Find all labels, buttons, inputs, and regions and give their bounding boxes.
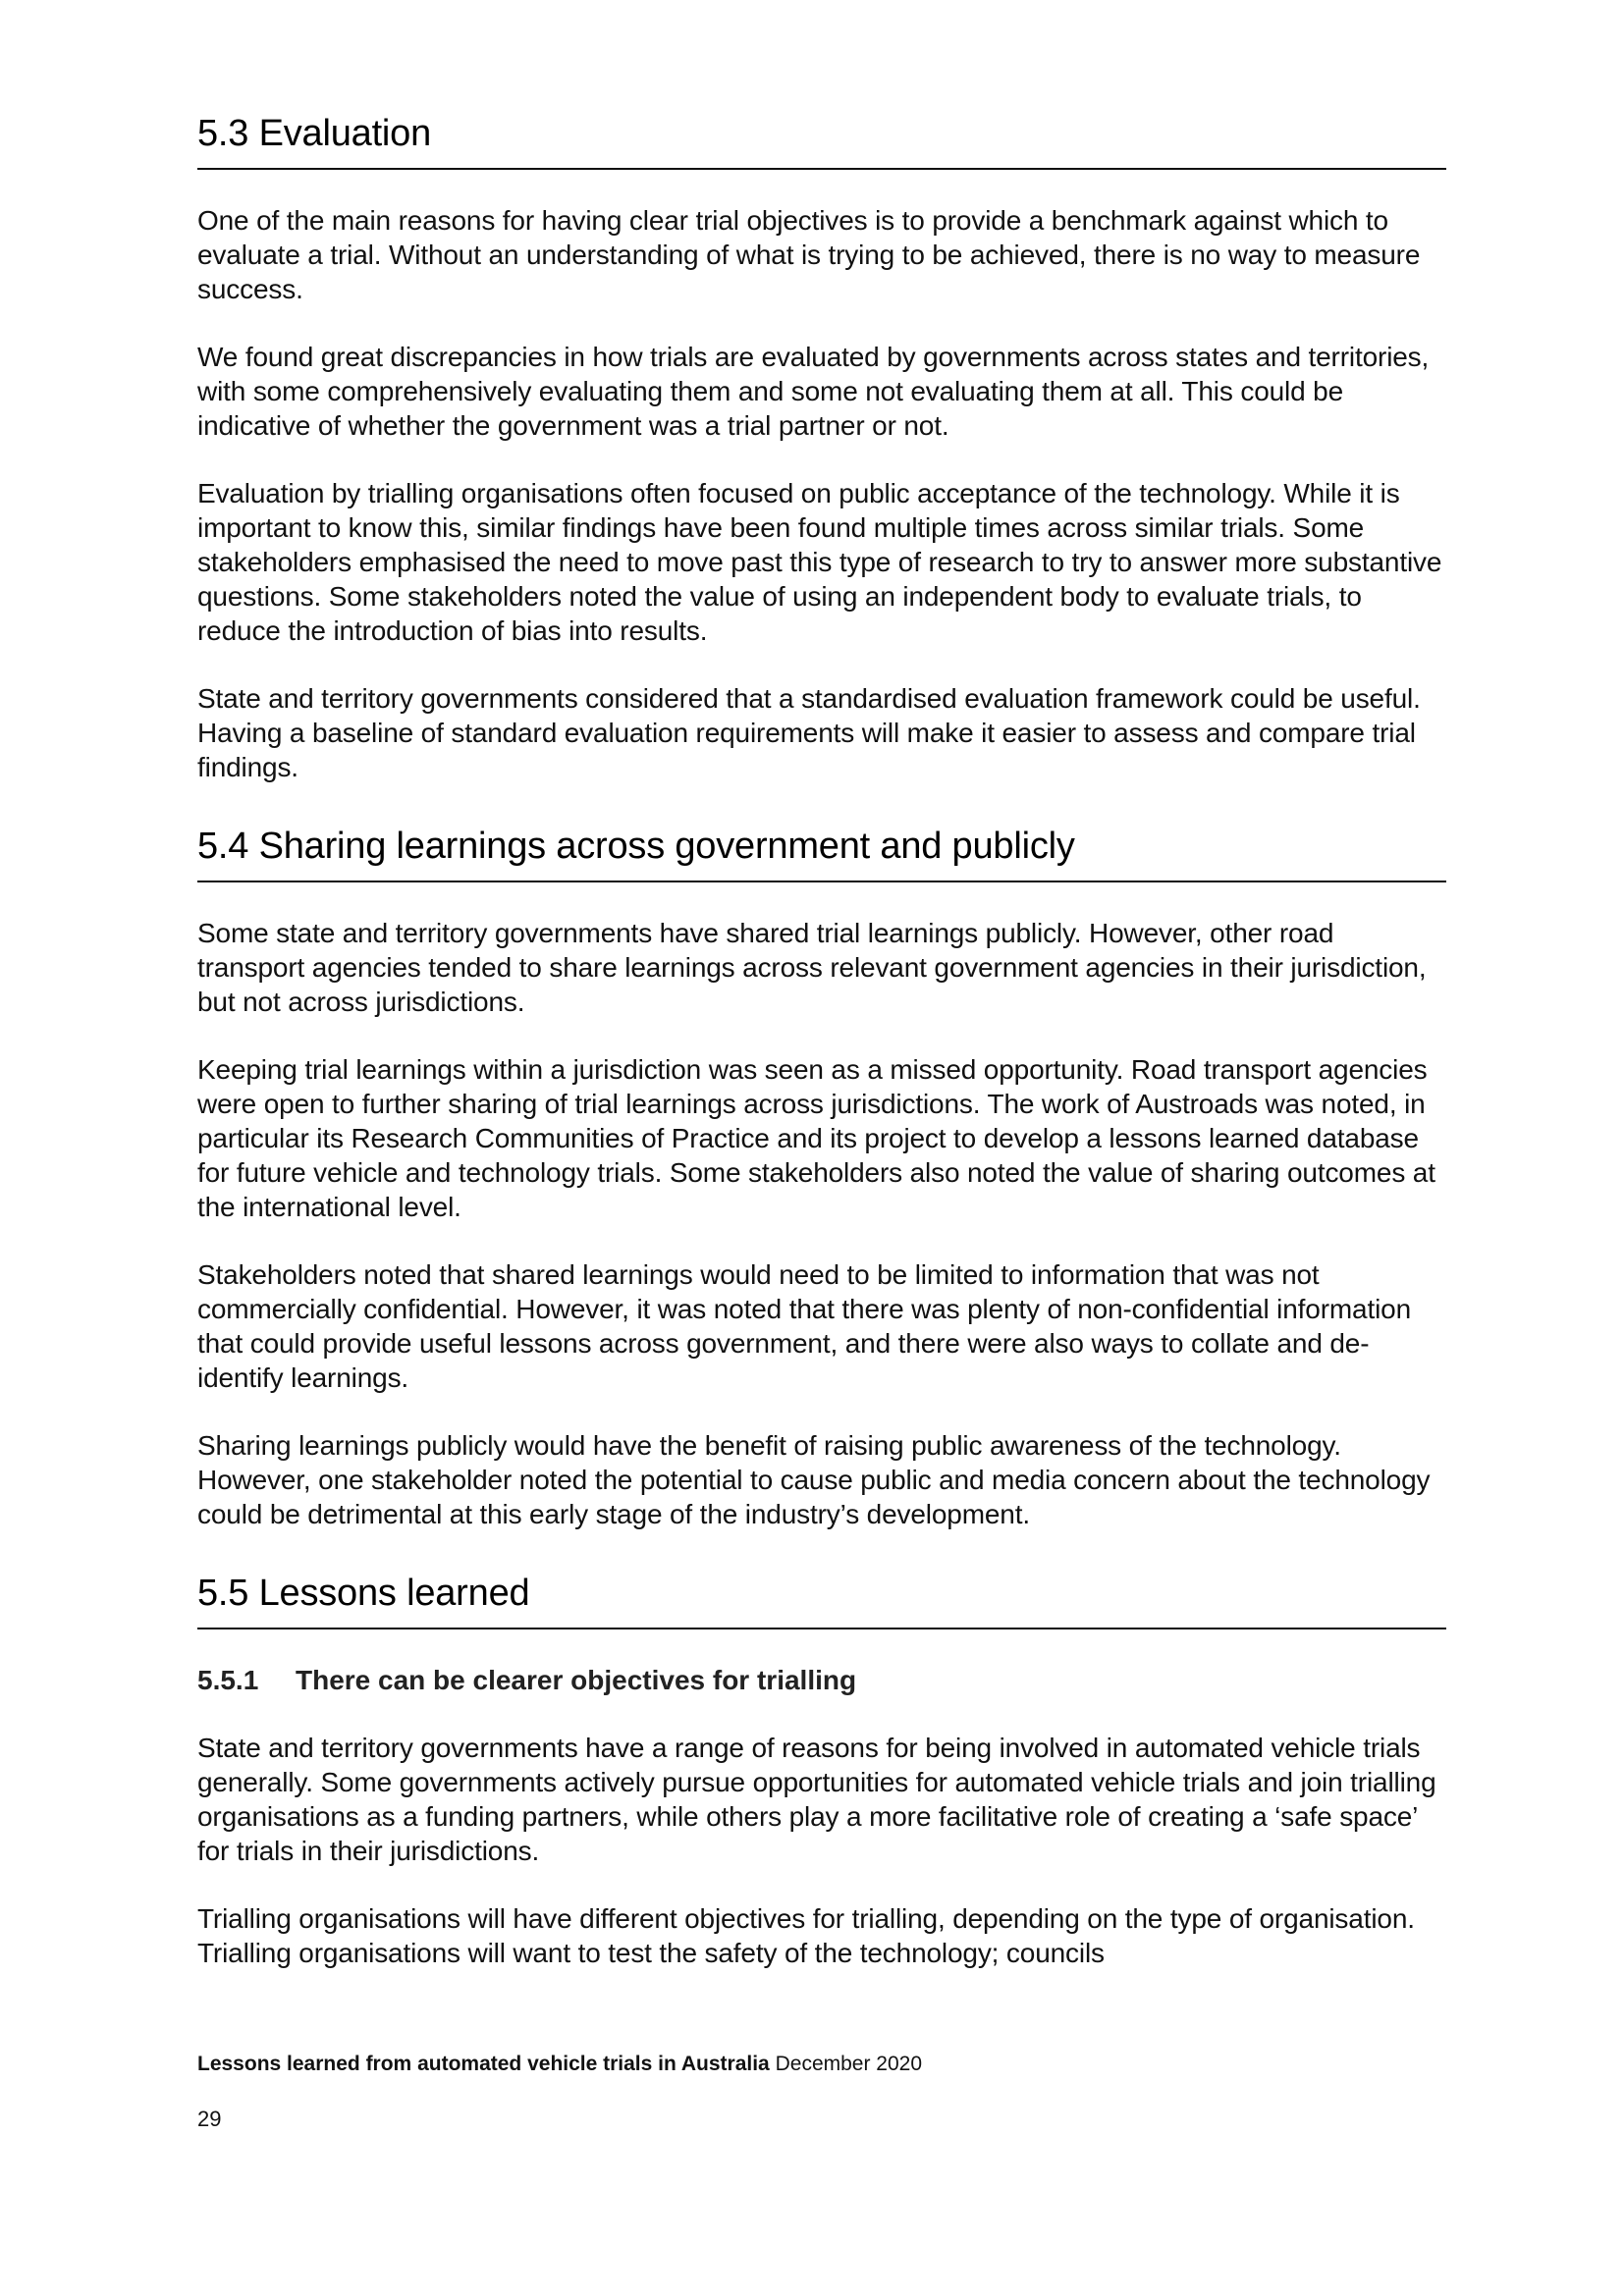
- paragraph: Trialling organisations will have different objectives for trialling, depending on the type of organisation. Trialling organisations will want to test the safety of the technology; councils: [197, 1903, 1415, 1968]
- paragraph: Sharing learnings publicly would have the benefit of raising public awareness of the technology. However, one stakeholder noted the potential to cause public and media concern about the technology could be detrimental at this early stage of the industry’s development.: [197, 1430, 1431, 1529]
- paragraph: State and territory governments have a range of reasons for being involved in automated vehicle trials generally. Some governments actively pursue opportunities for automated vehicle trials and join trialling organisations as a funding partners, while others play a more facilitative role of creating a ‘safe space’ for trials in their jurisdictions.: [197, 1733, 1436, 1866]
- paragraph: One of the main reasons for having clear trial objectives is to provide a benchmark against which to evaluate a trial. Without an understanding of what is trying to be achieved, there is no way to measure success.: [197, 205, 1421, 304]
- paragraph: Keeping trial learnings within a jurisdiction was seen as a missed opportunity. Road transport agencies were open to further sharing of trial learnings across jurisdictions. The work of Austroads was noted, in particular its Research Communities of Practice and its project to develop a lessons learned database for future vehicle and technology trials. Some stakeholders also noted the value of sharing outcomes at the international level.: [197, 1054, 1435, 1222]
- section-5-4: [197, 824, 1446, 1531]
- footer-date: December 2020: [775, 2053, 923, 2075]
- paragraph: Evaluation by trialling organisations often focused on public acceptance of the technology. While it is important to know this, similar findings have been found multiple times across similar trials. Some stakeholders emphasised the need to move past this type of research to try to answer more substantive questions. Some stakeholders noted the value of using an independent body to evaluate trials, to reduce the introduction of bias into results.: [197, 478, 1442, 646]
- page-footer: [197, 2052, 922, 2077]
- section-heading: 5.5 Lessons learned: [197, 1571, 1446, 1629]
- paragraph: Stakeholders noted that shared learnings would need to be limited to information that was not commercially confidential. However, it was noted that there was plenty of non-confidential information that could provide useful lessons across government, and there were also ways to collate and de-identify learnings.: [197, 1259, 1412, 1393]
- footer-document-title: Lessons learned from automated vehicle trials in Australia: [197, 2053, 770, 2075]
- subsection-title: There can be clearer objectives for trialling: [296, 1665, 857, 1695]
- section-5-5: [197, 1571, 1446, 1970]
- section-heading: 5.4 Sharing learnings across government and publicly: [197, 824, 1446, 882]
- subsection-heading: [197, 1663, 1446, 1697]
- section-heading: 5.3 Evaluation: [197, 111, 1446, 170]
- paragraph: We found great discrepancies in how trials are evaluated by governments across states and territories, with some comprehensively evaluating them and some not evaluating them at all. This could be indicative of whether the government was a trial partner or not.: [197, 342, 1430, 441]
- subsection-number: 5.5.1: [197, 1665, 259, 1695]
- page-number: 29: [197, 2107, 222, 2131]
- section-5-3: [197, 111, 1446, 784]
- paragraph: Some state and territory governments have shared trial learnings publicly. However, other road transport agencies tended to share learnings across relevant government agencies in their jurisdiction, but not across jurisdictions.: [197, 918, 1427, 1017]
- page-body: [197, 111, 1446, 2000]
- paragraph: State and territory governments considered that a standardised evaluation framework could be useful. Having a baseline of standard evaluation requirements will make it easier to assess and compare trial findings.: [197, 683, 1421, 782]
